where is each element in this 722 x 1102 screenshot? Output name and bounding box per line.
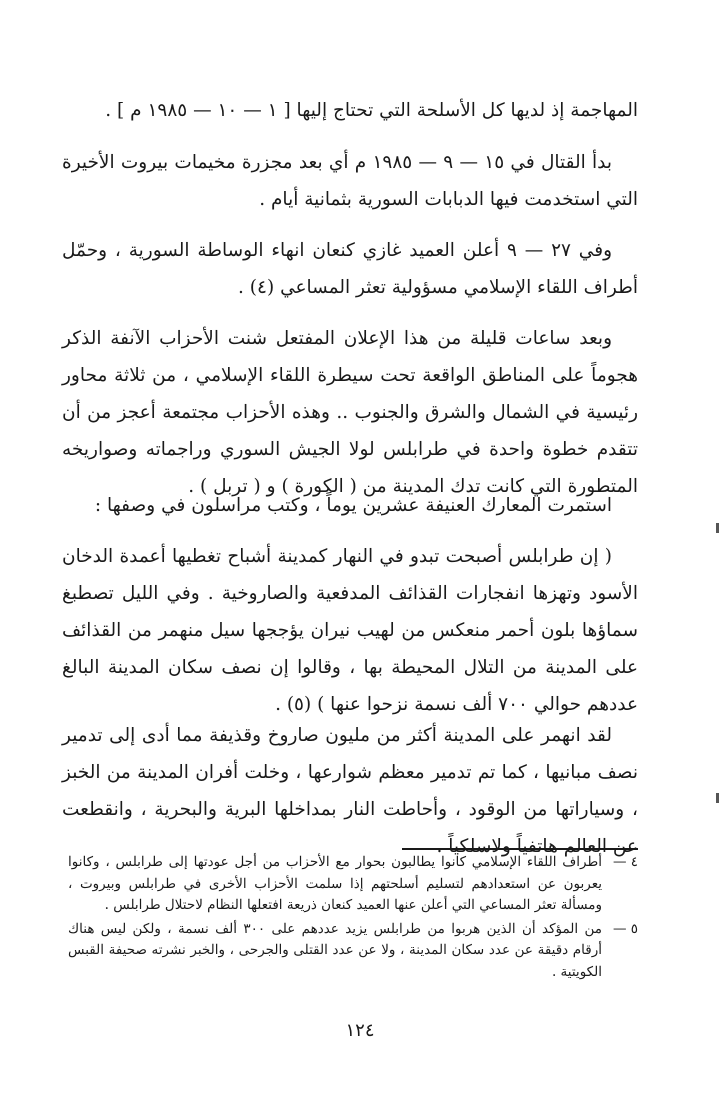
footnote-4 — [68, 852, 638, 917]
footnote-number: ٤ — — [612, 854, 638, 870]
footnotes — [68, 852, 638, 985]
paragraph-battles: استمرت المعارك العنيفة عشرين يوماً ، وكتب مراسلون في وصفها : — [94, 495, 612, 516]
paragraph-fighting-start: بدأ القتال في ١٥ — ٩ — ١٩٨٥ م أي بعد مجزرة مخيمات بيروت الأخيرة التي استخدمت فيها الدبابات السورية بثمانية أيام . — [62, 152, 638, 210]
footnote-number: ٥ — — [612, 920, 638, 937]
margin-mark — [716, 793, 719, 803]
page-number: ١٢٤ — [345, 1020, 375, 1041]
footnote-5 — [68, 919, 638, 984]
paragraph-continuation: المهاجمة إذ لديها كل الأسلحة التي تحتاج إليها [ ١ — ١٠ — ١٩٨٥ م ] . — [105, 100, 638, 121]
paragraph-mediation-end: وفي ٢٧ — ٩ أعلن العميد غازي كنعان انهاء الوساطة السورية ، وحمّل أطراف اللقاء الإسلامي مسؤولية تعثر المساعي (٤) . — [62, 240, 638, 298]
paragraph-quote: ( إن طرابلس أصبحت تبدو في النهار كمدينة أشباح تغطيها أعمدة الدخان الأسود وتهزها انفجارات القذائف المدفعية والصاروخية . وفي الليل تصطبغ سماؤها بلون أحمر منعكس من لهيب نيران يؤججها سيل منهمر من القذائف على المدينة من التلال المحيطة بها ، وقالوا إن نصف سكان المدينة البالغ عددهم حوالي ٧٠٠ ألف نسمة نزحوا عنها ) (٥) . — [62, 546, 638, 715]
paragraph-attack: وبعد ساعات قليلة من هذا الإعلان المفتعل شنت الأحزاب الآنفة الذكر هجوماً على المناطق الواقعة تحت سيطرة اللقاء الإسلامي ، من ثلاثة محاور رئيسية في الشمال والشرق والجنوب .. وهذه الأحزاب مجتمعة أعجز من أن تتقدم خطوة واحدة في طرابلس لولا الجيش السوري وراجماته وصواريخه المتطورة التي كانت تدك المدينة من ( الكورة ) و ( تربل ) . — [62, 328, 638, 497]
paragraph-destruction: لقد انهمر على المدينة أكثر من مليون صاروخ وقذيفة مما أدى إلى تدمير نصف مبانيها ، كما تم تدمير معظم شوارعها ، وخلت أفران المدينة من الخبز ، وسياراتها من الوقود ، وأحاطت النار بمداخلها البرية والبحرية ، وانقطعت عن العالم هاتفياً ولاسلكياً . — [62, 725, 638, 857]
margin-mark — [716, 523, 719, 533]
footnote-divider — [402, 848, 638, 850]
footnote-text: أطراف اللقاء الإسلامي كانوا يطالبون بحوار مع الأحزاب من أجل عودتها إلى طرابلس ، وكانوا يعربون عن استعدادهم لتسليم أسلحتهم إذا سلمت الأحزاب الأخرى في طرابلس وبيروت ، ومسألة تعثر المساعي التي أعلن عنها العميد كنعان ذريعة افتعلها النظام لاحتلال طرابلس . — [68, 854, 602, 913]
footnote-text: من المؤكد أن الذين هربوا من طرابلس يزيد عددهم على ٣٠٠ ألف نسمة ، ولكن ليس هناك أرقام دقيقة عن عدد سكان المدينة ، ولا عن عدد القتلى والجرحى ، والخبر نشرته صحيفة القبس الكويتية . — [68, 920, 602, 980]
